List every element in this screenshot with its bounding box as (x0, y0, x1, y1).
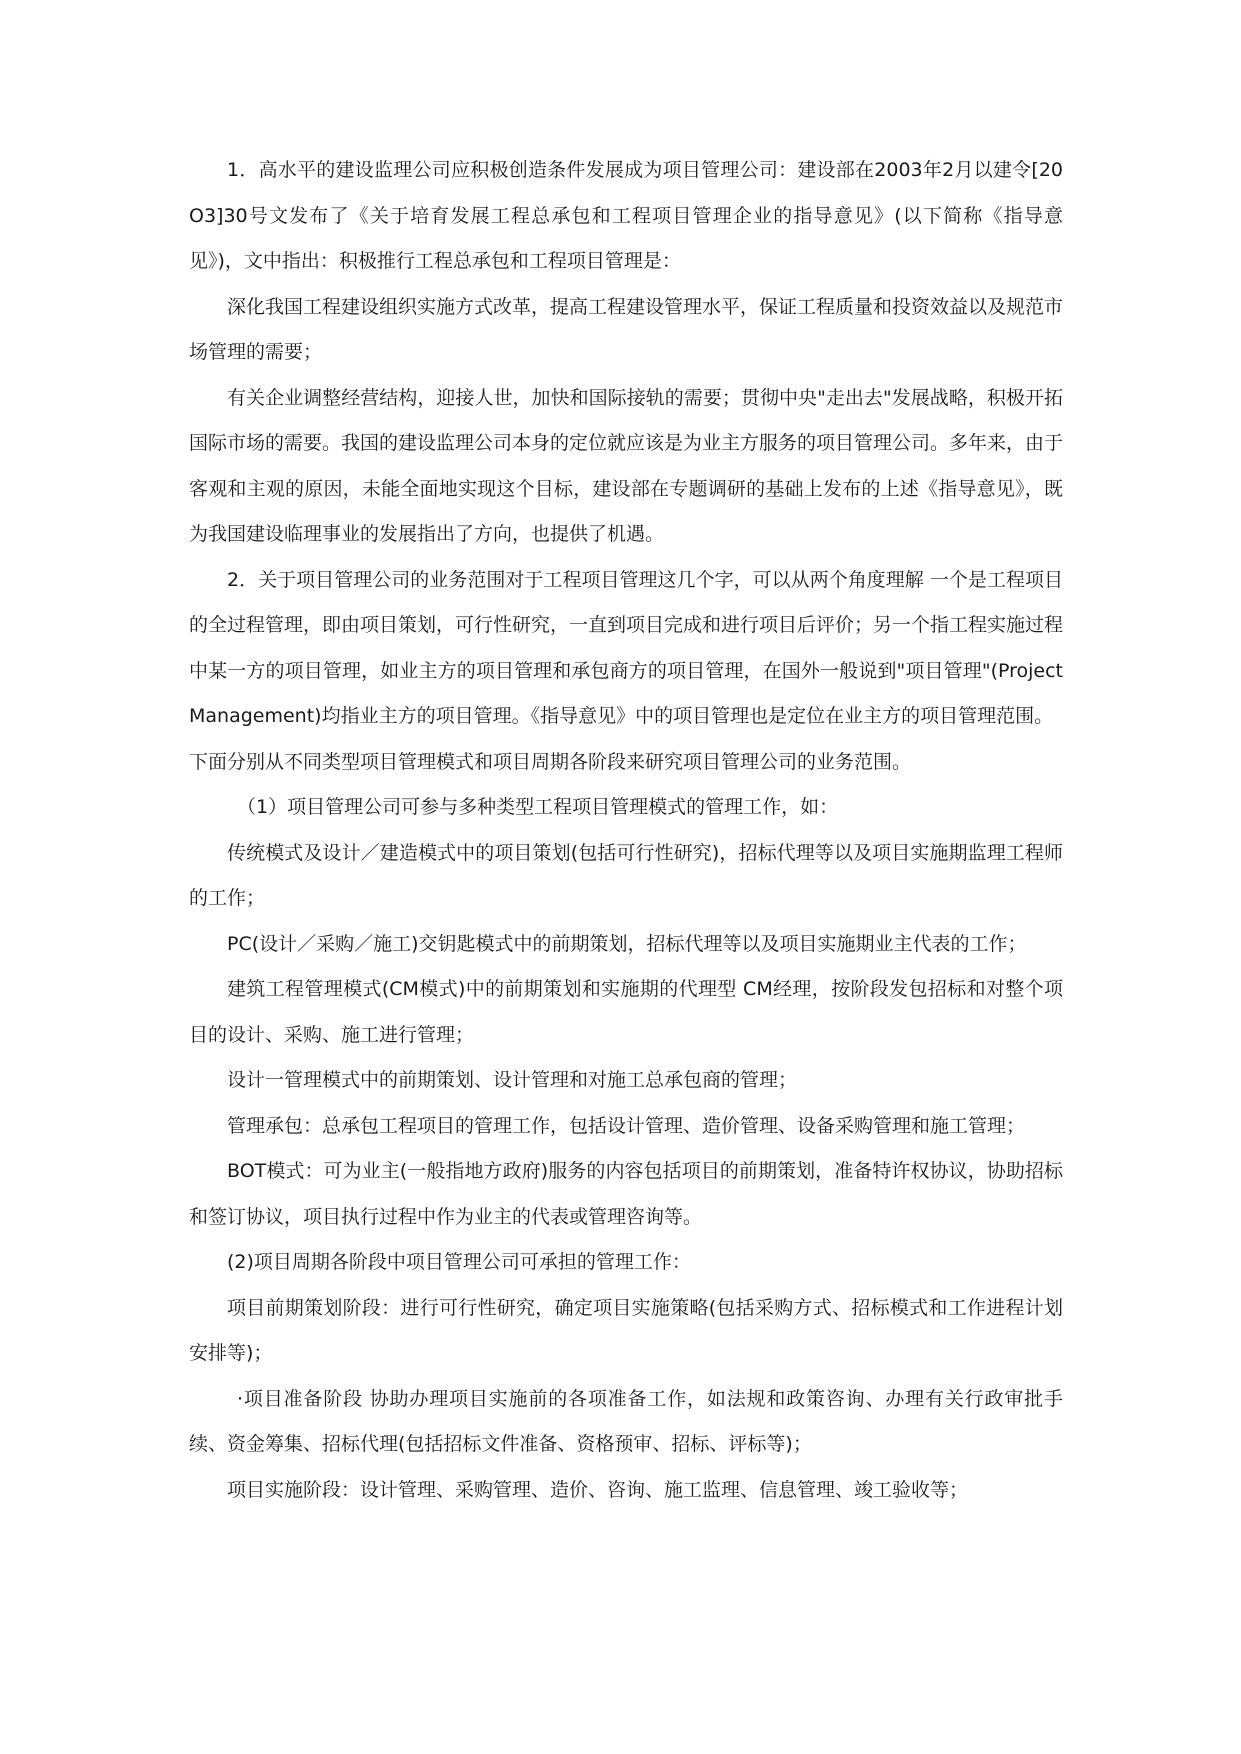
paragraph-11: 管理承包：总承包工程项目的管理工作，包括设计管理、造价管理、设备采购管理和施工管理； (227, 1114, 1026, 1137)
paragraph-9: 建筑工程管理模式(CM模式)中的前期策划和实施期的代理型 CM经理，按阶段发包招标和对整个项目的设计、采购、施工进行管理； (189, 978, 1063, 1046)
paragraph-4: 2．关于项目管理公司的业务范围对于工程项目管理这几个字，可以从两个角度理解 一个是工程项目的全过程管理，即由项目策划，可行性研究，一直到项目完成和进行项目后评价；另一个指工程实施过程中某一方的项目管理，如业主方的项目管理和承包商方的项目管理，在国外一般说到"项目管理"(ProjectManagement)均指业主方的项目管理。《指导意见》中的项目管理也是定位在业主方的项目管理范围。 (189, 568, 1064, 727)
paragraph-14: 项目前期策划阶段：进行可行性研究，确定项目实施策略(包括采购方式、招标模式和工作进程计划安排等)； (189, 1296, 1063, 1364)
document-body (189, 148, 1063, 1513)
paragraph-10: 设计一管理模式中的前期策划、设计管理和对施工总承包商的管理； (227, 1069, 798, 1091)
paragraph-13: (2)项目周期各阶段中项目管理公司可承担的管理工作： (227, 1251, 691, 1273)
paragraph-12: BOT模式：可为业主(一般指地方政府)服务的内容包括项目的前期策划，准备特许权协议，协助招标和签订协议，项目执行过程中作为业主的代表或管理咨询等。 (189, 1160, 1063, 1228)
paragraph-1: 1．高水平的建设监理公司应积极创造条件发展成为项目管理公司：建设部在2003年2月以建令[20O3]30号文发布了《关于培育发展工程总承包和工程项目管理企业的指导意见》(以下简称《指导意见》)，文中指出：积极推行工程总承包和工程项目管理是： (189, 159, 1063, 272)
paragraph-8: PC(设计／采购／施工)交钥匙模式中的前期策划，招标代理等以及项目实施期业主代表的工作； (227, 932, 1027, 955)
paragraph-3: 有关企业调整经营结构，迎接人世，加快和国际接轨的需要；贯彻中央"走出去"发展战略，积极开拓国际市场的需要。我国的建设监理公司本身的定位就应该是为业主方服务的项目管理公司。多年来，由于客观和主观的原因，未能全面地实现这个目标，建设部在专题调研的基础上发布的上述《指导意见》，既为我国建设临理事业的发展指出了方向，也提供了机遇。 (189, 386, 1064, 545)
paragraph-6: （1）项目管理公司可参与多种类型工程项目管理模式的管理工作，如： (237, 796, 839, 818)
paragraph-15: ·项目准备阶段 协助办理项目实施前的各项准备工作，如法规和政策咨询、办理有关行政审批手续、资金筹集、招标代理(包括招标文件准备、资格预审、招标、评标等)； (189, 1387, 1063, 1455)
paragraph-2: 深化我国工程建设组织实施方式改革，提高工程建设管理水平，保证工程质量和投资效益以及规范市场管理的需要； (189, 295, 1064, 363)
paragraph-7: 传统模式及设计／建造模式中的项目策划(包括可行性研究)，招标代理等以及项目实施期监理工程师的工作； (189, 841, 1063, 909)
paragraph-5: 下面分别从不同类型项目管理模式和项目周期各阶段来研究项目管理公司的业务范围。 (189, 750, 912, 773)
paragraph-16: 项目实施阶段：设计管理、采购管理、造价、咨询、施工监理、信息管理、竣工验收等； (227, 1478, 969, 1501)
